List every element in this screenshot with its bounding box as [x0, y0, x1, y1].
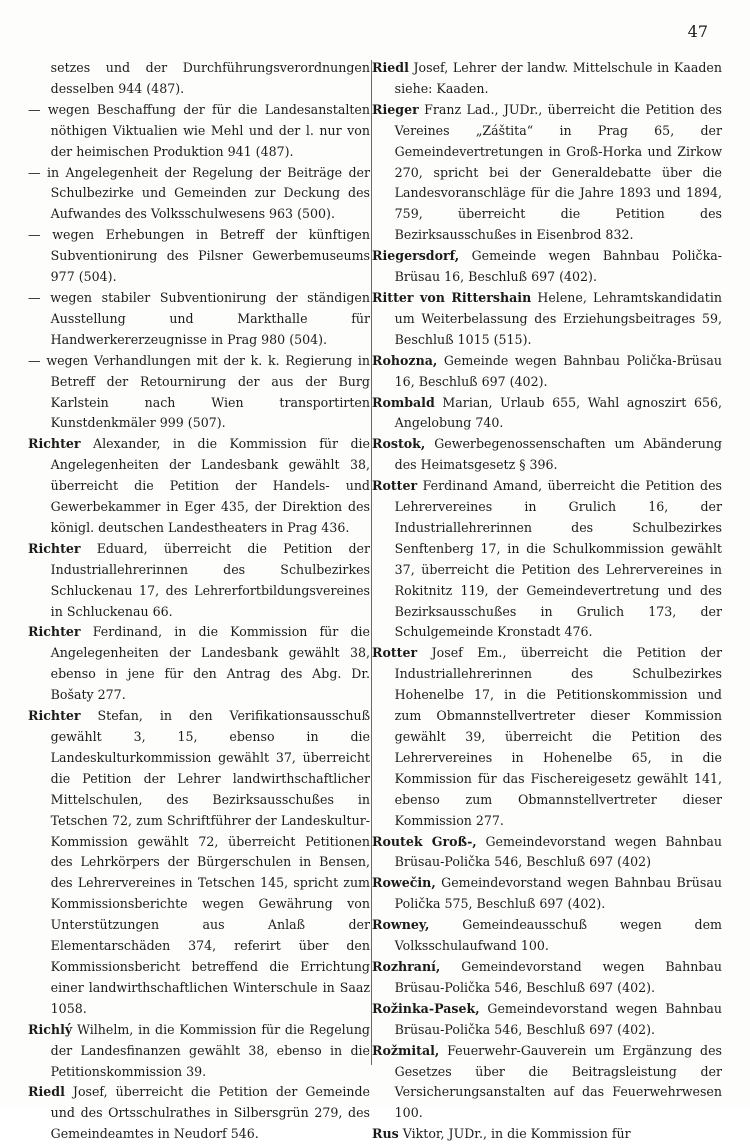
right-column	[372, 58, 722, 1145]
index-entry	[372, 434, 722, 476]
entry-headword: Ritter von Rittershain	[372, 289, 532, 305]
entry-headword: Rohozna,	[372, 352, 438, 368]
entry-text: Franz Lad., JUDr., überreicht die Petition des Vereines „Záštita“ in Prag 65, der Gemeindevertretungen in Groß-Horka und Zirkow 270, spricht bei der Generaldebatte über die Landesvoranschläge für die Jahre 1893 und 1894, 759, überreicht die Petition des Bezirksausschußes in Eisenbrod 832.	[394, 101, 722, 243]
page-number: 47	[687, 22, 708, 41]
index-entry	[28, 225, 370, 288]
index-entry	[372, 58, 722, 100]
entry-headword: Richter	[28, 708, 81, 724]
entry-text: Gemeindevorstand wegen Bahnbau Brüsau Polička 575, Beschluß 697 (402).	[394, 875, 722, 912]
index-entry	[28, 1082, 370, 1145]
index-entry	[28, 163, 370, 226]
entry-text: Gemeindeausschuß wegen dem Volksschulaufwand 100.	[394, 917, 722, 954]
entry-dash: —	[28, 352, 41, 368]
index-entry	[28, 100, 370, 163]
entry-headword: Rožinka-Pasek,	[372, 1000, 480, 1016]
entry-headword: Riedl	[28, 1084, 65, 1100]
entry-text: Josef, überreicht die Petition der Gemeinde und des Ortsschulrathes in Silbersgrün 279, des Gemeindeamtes in Neudorf 546.	[50, 1084, 370, 1142]
entry-headword: Rowney,	[372, 917, 430, 933]
entry-text: Gemeinde wegen Bahnbau Polička-Brüsau 16, Beschluß 697 (402).	[394, 352, 722, 389]
entry-headword: Rus	[372, 1126, 399, 1142]
index-entry	[28, 706, 370, 1020]
entry-headword: Routek Groß-,	[372, 833, 477, 849]
entry-dash: —	[28, 164, 41, 180]
entry-text: Helene, Lehramtskandidatin um Weiterbelassung des Erziehungsbeitrages 59, Beschluß 1015 (515).	[394, 289, 722, 347]
index-entry	[372, 1041, 722, 1125]
entry-dash: —	[28, 227, 41, 243]
entry-headword: Riedl	[372, 60, 409, 75]
index-entry	[372, 915, 722, 957]
index-entry	[372, 246, 722, 288]
entry-text: Stefan, in den Verifikationsausschuß gewählt 3, 15, ebenso in die Landeskulturkommission gewählt 37, überreicht die Petition der Lehrer landwirthschaftlicher Mittelschulen, des Bezirksausschußes in Tetschen 72, zum Schriftführer der Landeskultur-Kommission gewählt 72, überreicht Petitionen des Lehrkörpers der Bürgerschulen in Bensen, des Lehrervereines in Tetschen 145, spricht zum Kommissionsberichte wegen Gewährung von Unterstützungen aus Anlaß der Elementarschäden 374, referirt über den Kommissionsbericht betreffend die Errichtung einer landwirthschaftlichen Winterschule in Saaz 1058.	[50, 708, 370, 1016]
index-entry	[372, 476, 722, 643]
entry-headword: Rotter	[372, 478, 418, 494]
entry-headword: Rotter	[372, 645, 418, 661]
entry-text: Josef, Lehrer der landw. Mittelschule in Kaaden siehe: Kaaden.	[394, 60, 722, 96]
index-entry	[372, 999, 722, 1041]
index-entry	[372, 957, 722, 999]
index-entry	[372, 832, 722, 874]
entry-text: wegen Beschaffung der für die Landesanstalten nöthigen Viktualien wie Mehl und der l. nur von der heimischen Produktion 941 (487).	[47, 101, 370, 159]
index-entry	[28, 539, 370, 623]
entry-text: wegen stabiler Subventionirung der ständigen Ausstellung und Markthalle für Handwerkererzeugnisse in Prag 980 (504).	[50, 289, 370, 347]
entry-headword: Richter	[28, 540, 81, 556]
entry-text: Wilhelm, in die Kommission für die Regelung der Landesfinanzen gewählt 38, ebenso in die Petitionskommission 39.	[50, 1021, 370, 1079]
entry-text: Alexander, in die Kommission für die Angelegenheiten der Landesbank gewählt 38, überreicht die Petition der Handels- und Gewerbekammer in Eger 435, der Direktion des königl. deutschen Landestheaters in Prag 436.	[50, 436, 370, 535]
index-entry	[372, 1124, 722, 1145]
index-entry	[372, 100, 722, 246]
entry-text: Ferdinand, in die Kommission für die Angelegenheiten der Landesbank gewählt 38, ebenso in jene für den Antrag des Abg. Dr. Bošaty 277.	[50, 624, 370, 703]
entry-headword: Rostok,	[372, 436, 426, 452]
index-entry	[28, 434, 370, 539]
entry-headword: Richter	[28, 436, 81, 452]
entry-dash: —	[28, 101, 41, 117]
entry-text: wegen Erhebungen in Betreff der künftigen Subventionirung des Pilsner Gewerbemuseums 977 (504).	[50, 227, 370, 285]
entry-headword: Rieger	[372, 101, 419, 117]
entry-headword: Rozhraní,	[372, 958, 441, 974]
entry-text: Gemeinde wegen Bahnbau Polička-Brüsau 16, Beschluß 697 (402).	[394, 248, 722, 285]
index-entry	[372, 393, 722, 435]
entry-text: Ferdinand Amand, überreicht die Petition des Lehrervereines in Grulich 16, der Industriallehrerinnen des Schulbezirkes Senftenberg 17, in die Schulkommission gewählt 37, überreicht die Petition des Lehrervereines in Rokitnitz 119, der Gemeindevertretung und des Bezirksausschußes in Grulich 173, der Schulgemeinde Kronstadt 476.	[394, 478, 722, 640]
entry-text: Josef Em., überreicht die Petition der Industriallehrerinnen des Schulbezirkes Hohenelbe 17, in die Petitionskommission und zum Obmannstellvertreter dieser Kommission gewählt 39, überreicht die Petition des Lehrervereines in Hohenelbe 65, in die Kommission für das Fischereigesetz gewählt 141, ebenso zum Obmannstellvertreter dieser Kommission 277.	[394, 645, 722, 828]
index-entry	[28, 622, 370, 706]
index-entry	[372, 288, 722, 351]
index-entry	[28, 351, 370, 435]
entry-text: Gemeindevorstand wegen Bahnbau Brüsau-Polička 546, Beschluß 697 (402).	[394, 1000, 722, 1037]
entry-text: Gemeindevorstand wegen Bahnbau Brüsau-Polička 546, Beschluß 697 (402).	[394, 958, 722, 995]
entry-headword: Riegersdorf,	[372, 248, 460, 264]
entry-text: Viktor, JUDr., in die Kommission für	[402, 1126, 631, 1142]
index-entry	[372, 643, 722, 831]
entry-headword: Richter	[28, 624, 81, 640]
index-entry	[372, 351, 722, 393]
left-column	[28, 58, 370, 1145]
entry-headword: Rowečin,	[372, 875, 436, 891]
index-entry	[28, 58, 370, 100]
entry-text: Feuerwehr-Gauverein um Ergänzung des Gesetzes über die Beitragsleistung der Versicherungsanstalten auf das Feuerwehrwesen 100.	[394, 1042, 722, 1121]
entry-text: setzes und der Durchführungsverordnungen desselben 944 (487).	[50, 60, 370, 96]
entry-text: Marian, Urlaub 655, Wahl agnoszirt 656, Angelobung 740.	[394, 394, 722, 431]
entry-text: Gemeindevorstand wegen Bahnbau Brüsau-Polička 546, Beschluß 697 (402)	[394, 833, 722, 870]
entry-text: wegen Verhandlungen mit der k. k. Regierung in Betreff der Retournirung der aus der Burg Karlstein nach Wien transportirten Kunstdenkmäler 999 (507).	[46, 352, 370, 431]
index-entry	[372, 873, 722, 915]
entry-text: in Angelegenheit der Regelung der Beiträge der Schulbezirke und Gemeinden zur Deckung des Aufwandes des Volksschulwesens 963 (500).	[46, 164, 370, 222]
entry-headword: Rombald	[372, 394, 435, 410]
entry-text: Eduard, überreicht die Petition der Industriallehrerinnen des Schulbezirkes Schluckenau 17, des Lehrerfortbildungsvereines in Schluckenau 66.	[50, 540, 370, 619]
entry-dash: —	[28, 289, 41, 305]
index-entry	[28, 288, 370, 351]
entry-text: Gewerbegenossenschaften um Abänderung des Heimatsgesetz § 396.	[394, 436, 722, 473]
entry-headword: Rožmital,	[372, 1042, 440, 1058]
index-entry	[28, 1020, 370, 1083]
entry-headword: Richlý	[28, 1021, 73, 1037]
